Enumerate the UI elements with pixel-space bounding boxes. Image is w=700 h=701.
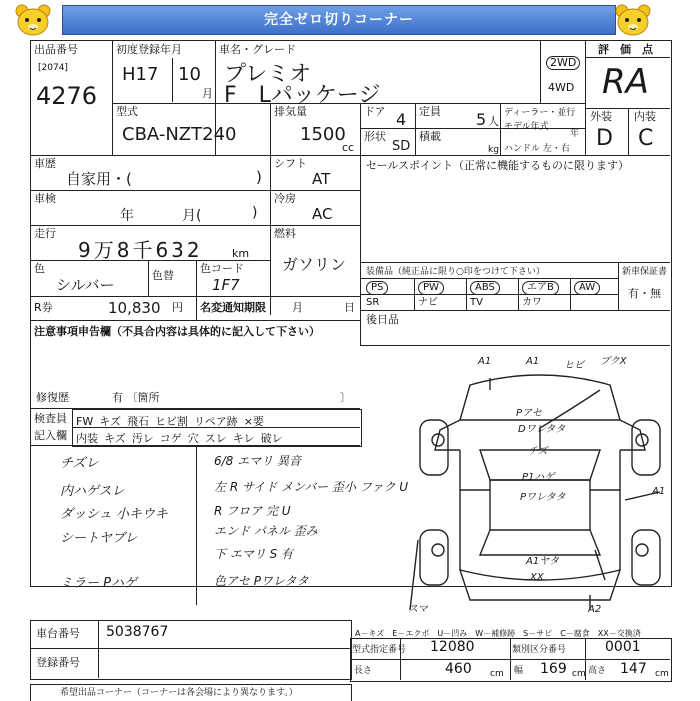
equipment-top-0: PS: [366, 281, 388, 295]
note-left-2: ダッシュ 小キウキ: [60, 507, 168, 522]
diagram-mark-10: A1ヤタ: [526, 556, 560, 567]
inspector-row2-6: キレ: [232, 432, 255, 445]
bear-mascot-icon: [10, 3, 56, 37]
modelyear-label: モデル年式: [504, 122, 549, 132]
recycle-value: 10,830: [108, 299, 161, 317]
inspector-row2-7: 破レ: [260, 432, 283, 445]
chassis-value: 5038767: [106, 624, 169, 640]
chassis-label: 車台番号: [36, 627, 80, 640]
width-value: 169: [540, 661, 567, 677]
note-right-1: 左 R サイド メンバー 歪小 ファク U: [214, 480, 409, 494]
diagram-mark-5: Dワレタタ: [518, 424, 566, 435]
height-unit: cm: [655, 669, 669, 679]
bear-mascot-icon: [610, 3, 656, 37]
height-value: 147: [620, 661, 647, 677]
equipment-bottom-2: TV: [470, 297, 483, 308]
equipment-top-1: PW: [418, 281, 444, 295]
history-label: 車歴: [34, 157, 56, 170]
door-value: 4: [396, 110, 407, 129]
color-value: シルバー: [56, 276, 115, 294]
new-car-warranty-value: 有・無: [628, 287, 661, 300]
class-number-label: 類別区分番号: [512, 645, 567, 655]
recycle-unit: 円: [172, 301, 183, 314]
note-left-1: 内ハゲスレ: [60, 484, 125, 499]
inspector-row1-2: 飛石: [127, 415, 149, 428]
reg-month-unit: 月: [202, 87, 213, 100]
mileage-value: 9万8千632: [78, 238, 203, 262]
banner-title: 完全ゼロ切りコーナー: [62, 5, 616, 35]
note-right-4: 下 エマリ S 有: [214, 547, 294, 561]
inspector-row2-2: 汚レ: [131, 432, 154, 445]
shift-label: シフト: [274, 157, 307, 170]
height-label: 高さ: [588, 666, 607, 676]
mileage-unit: km: [232, 247, 250, 260]
reg-month: 10: [178, 64, 201, 85]
reg-year: H17: [122, 64, 159, 85]
repair-history-value: 有 〔箇所: [112, 391, 160, 404]
capacity-label: 定員: [419, 105, 441, 118]
mileage-label: 走行: [34, 227, 56, 240]
diagram-mark-1: A1: [526, 356, 540, 367]
color-change-label: 色替: [152, 269, 174, 282]
reg-label: 初度登録年月: [116, 43, 182, 56]
lot-sub: [2074]: [38, 63, 68, 73]
note-left-3: シートヤブレ: [60, 531, 138, 546]
cc-label: 排気量: [274, 105, 307, 118]
ext-value: D: [596, 126, 613, 151]
drive-4wd: 4WD: [548, 81, 575, 94]
fuel-label: 燃料: [274, 227, 296, 240]
width-label: 幅: [514, 666, 524, 676]
cc-unit: cc: [342, 141, 355, 154]
int-label: 内装: [634, 110, 656, 123]
inspection-month: 月(: [182, 208, 202, 224]
type-number-value: 12080: [430, 639, 475, 655]
equipment-top-2: ABS: [470, 281, 500, 295]
int-value: C: [638, 126, 654, 151]
damage-legend: A－キズ E－エクボ U－凹み W－補修跡 S－サビ C－腐食 XX－交換済: [355, 629, 641, 638]
car-label: 車名・グレード: [219, 43, 296, 56]
ac-label: 冷房: [274, 192, 296, 205]
inspector-row2-3: コゲ: [159, 432, 182, 445]
capacity-value: 5: [476, 110, 487, 129]
repair-history-close: 〕: [340, 391, 351, 404]
diagram-mark-0: A1: [478, 356, 492, 367]
inspector-label-2: 記入欄: [34, 429, 67, 442]
inspector-row1-4: リペア跡: [194, 415, 238, 428]
shape-value: SD: [392, 139, 411, 154]
rating-value: RA: [602, 62, 649, 102]
recycle-label: R券: [34, 301, 53, 314]
diagram-mark-11: XX: [530, 572, 544, 583]
inspector-label-1: 検査員: [34, 412, 67, 425]
modelyear-unit: 年: [570, 129, 580, 139]
hope-corner-label: 希望出品コーナー（コーナーは各会場により異なります。）: [60, 688, 298, 698]
length-value: 460: [445, 661, 472, 677]
inspection-label: 車検: [34, 192, 56, 205]
diagram-mark-6: チズ: [528, 446, 548, 457]
new-car-warranty-label: 新車保証書: [622, 267, 668, 277]
inspection-year: 年: [120, 208, 134, 224]
sales-label: セールスポイント（正常に機能するものに限ります）: [366, 159, 630, 172]
car-grade: F Lパッケージ: [224, 83, 381, 108]
ac-value: AC: [312, 205, 333, 223]
load-label: 積載: [419, 130, 441, 143]
after-item-label: 後日品: [366, 313, 399, 326]
inspector-row1-1: キズ: [99, 415, 121, 428]
color-label: 色: [34, 262, 45, 275]
note-left-4: ミラー Pハゲ: [60, 576, 137, 591]
diagram-mark-4: Pアセ: [516, 408, 542, 419]
color-code-label: 色コード: [200, 262, 244, 275]
inspector-row2-1: キズ: [104, 432, 126, 445]
repair-history-label: 修復歴: [36, 391, 69, 404]
shape-label: 形状: [364, 130, 386, 143]
equipment-top-4: AW: [574, 281, 600, 295]
model-value: CBA-NZT240: [122, 124, 237, 145]
dealer-label: ディーラー・並行: [504, 108, 576, 118]
rating-label: 評 価 点: [598, 43, 653, 56]
diagram-mark-13: A2: [588, 604, 602, 615]
history-value: 自家用・(: [66, 170, 132, 188]
handle-label: ハンドル 左・右: [504, 144, 570, 154]
door-label: ドア: [364, 105, 386, 118]
note-right-2: R フロア 完 U: [214, 504, 291, 518]
lot-number: 4276: [36, 82, 98, 110]
color-code-value: 1F7: [212, 276, 240, 294]
history-close: ): [256, 168, 262, 186]
diagram-mark-2: ヒビ: [564, 360, 584, 371]
lot-label: 出品番号: [34, 43, 78, 56]
diagram-mark-7: P1ハゲ: [522, 472, 555, 483]
note-left-0: チズレ: [60, 456, 99, 471]
notes-title: 注意事項申告欄（不具合内容は具体的に記入して下さい）: [34, 325, 320, 338]
inspector-row2-4: 穴: [187, 432, 199, 445]
ext-label: 外装: [590, 110, 612, 123]
width-unit: cm: [572, 669, 586, 679]
load-unit: kg: [488, 145, 499, 155]
diagram-mark-9: A1: [652, 486, 666, 497]
note-right-0: 6/8 エマリ 異音: [214, 454, 301, 468]
equipment-bottom-0: SR: [366, 297, 380, 308]
plate-label: 登録番号: [36, 656, 80, 669]
diagram-mark-8: Pワレタタ: [520, 492, 566, 503]
notice-month: 月: [292, 301, 303, 314]
length-unit: cm: [490, 669, 504, 679]
model-label: 型式: [116, 105, 138, 118]
cc-value: 1500: [300, 124, 346, 145]
equipment-top-3: エアB: [522, 281, 559, 295]
notice-day: 日: [344, 301, 355, 314]
length-label: 長さ: [354, 666, 373, 676]
class-number-value: 0001: [605, 639, 641, 655]
inspection-close: ): [252, 205, 258, 221]
inspector-row1-5: ×要: [243, 415, 264, 428]
inspector-row2-0: 内装: [76, 432, 98, 445]
fuel-value: ガソリン: [282, 255, 347, 274]
capacity-unit: 人: [488, 115, 499, 128]
inspector-row2-5: スレ: [204, 432, 227, 445]
equipment-label: 装備品（純正品に限り○印をつけて下さい）: [366, 267, 545, 277]
car-name: プレミオ: [224, 62, 312, 87]
inspector-row1-3: ヒビ割: [155, 415, 188, 428]
diagram-mark-12: スマ: [408, 604, 428, 615]
equipment-bottom-3: カワ: [522, 297, 542, 308]
shift-value: AT: [312, 170, 331, 188]
notice-label: 名変通知期限: [200, 301, 266, 314]
diagram-mark-3: ブクX: [600, 356, 627, 367]
note-right-3: エンド パネル 歪み: [214, 524, 318, 538]
equipment-bottom-1: ナビ: [418, 297, 438, 308]
inspector-row1-0: FW: [76, 415, 94, 428]
drive-2wd: 2WD: [546, 56, 580, 70]
type-number-label: 型式指定番号: [352, 645, 407, 655]
note-right-5: 色アセ Pワレタタ: [214, 574, 309, 588]
